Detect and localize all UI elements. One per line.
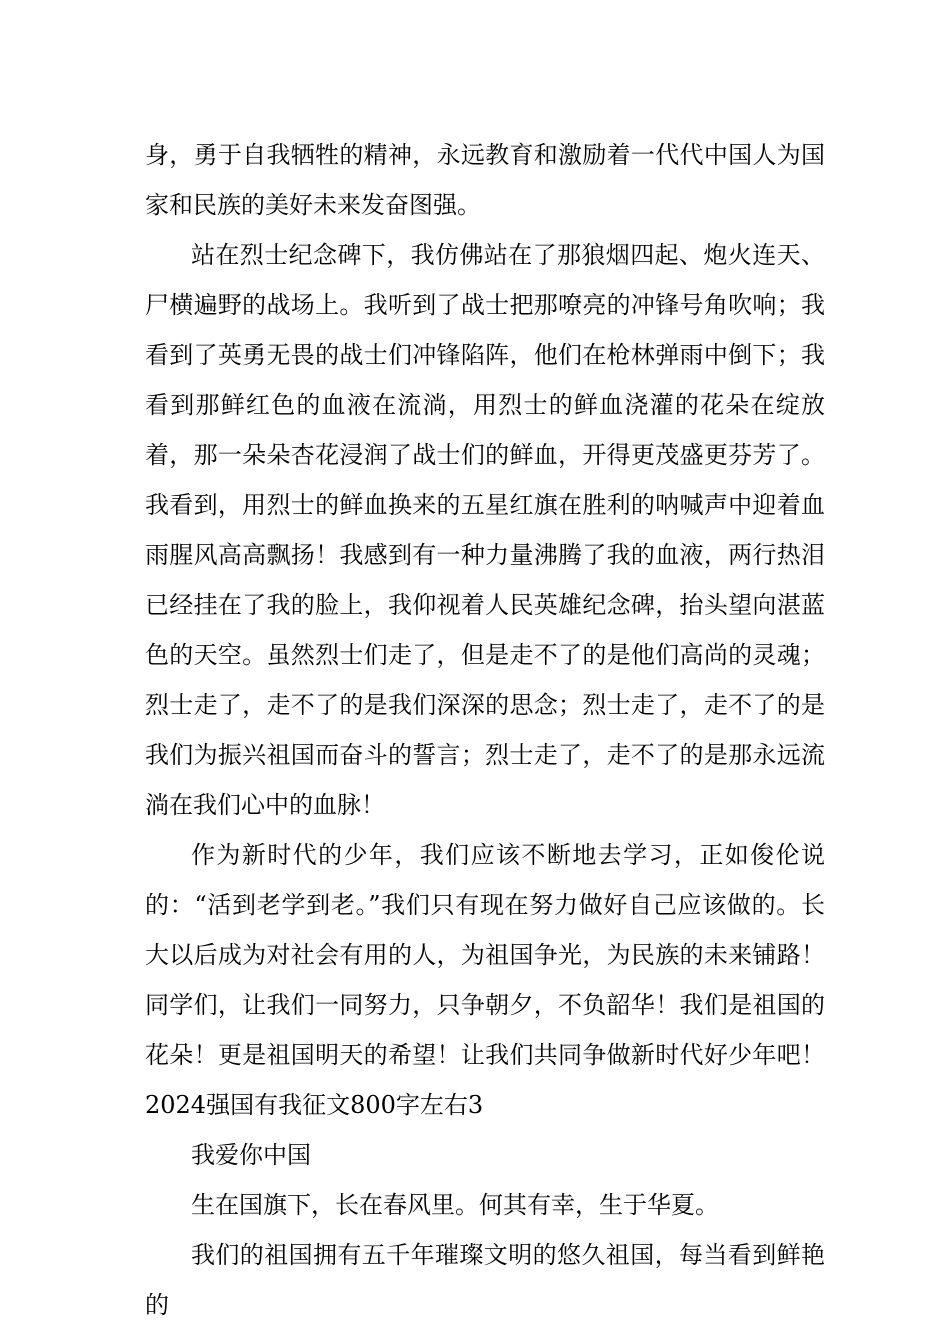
paragraph-opening: 生在国旗下，长在春风里。何其有幸，生于华夏。: [191, 1191, 719, 1219]
paragraph-continuation: 身，勇于自我牺牲的精神，永远教育和激励着一代代中国人为国家和民族的美好未来发奋图强。: [145, 141, 825, 219]
essay-title: 我爱你中国: [191, 1141, 311, 1169]
document-body: [145, 130, 825, 1330]
paragraph-new-era: 作为新时代的少年，我们应该不断地去学习，正如俊伦说的：“活到老学到老。”我们只有现在努力做好自己应该做的。长大以后成为对社会有用的人，为祖国争光，为民族的未来铺路！同学们，让我们一同努力，只争朝夕，不负韶华！我们是祖国的花朵！更是祖国明天的希望！让我们共同争做新时代好少年吧！2024强国有我征文800字左右3: [145, 841, 825, 1119]
paragraph-motherland: 我们的祖国拥有五千年璀璨文明的悠久祖国，每当看到鲜艳的: [145, 1241, 825, 1319]
paragraph-memorial: 站在烈士纪念碑下，我仿佛站在了那狼烟四起、炮火连天、尸横遍野的战场上。我听到了战士把那嘹亮的冲锋号角吹响；我看到了英勇无畏的战士们冲锋陷阵，他们在枪林弹雨中倒下；我看到那鲜红色的血液在流淌，用烈士的鲜血浇灌的花朵在绽放着，那一朵朵杏花浸润了战士们的鲜血，开得更茂盛更芬芳了。我看到，用烈士的鲜血换来的五星红旗在胜利的呐喊声中迎着血雨腥风高高飘扬！我感到有一种力量沸腾了我的血液，两行热泪已经挂在了我的脸上，我仰视着人民英雄纪念碑，抬头望向湛蓝色的天空。虽然烈士们走了，但是走不了的是他们高尚的灵魂；烈士走了，走不了的是我们深深的思念；烈士走了，走不了的是我们为振兴祖国而奋斗的誓言；烈士走了，走不了的是那永远流淌在我们心中的血脉！: [145, 241, 825, 819]
